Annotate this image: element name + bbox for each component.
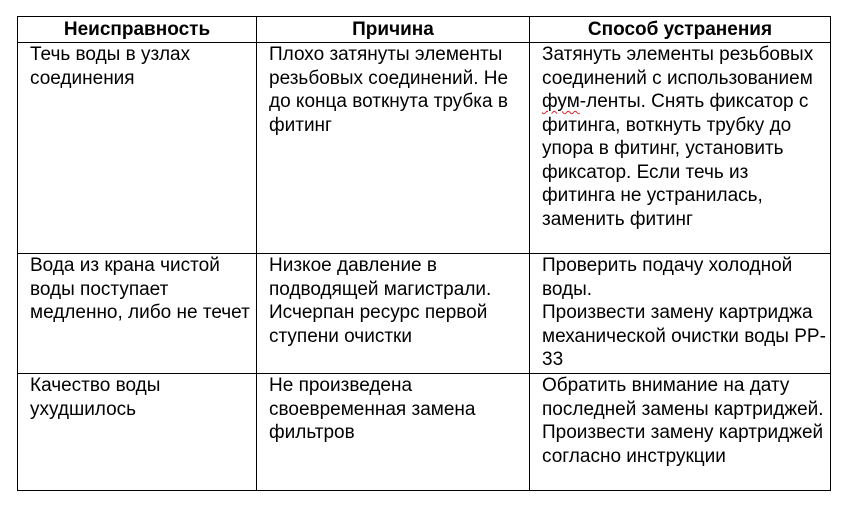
fault-text: Качество воды ухудшилось <box>30 375 161 420</box>
header-fix: Способ устранения <box>530 17 831 43</box>
cell-fault <box>18 254 257 374</box>
header-cause: Причина <box>257 17 530 43</box>
cell-cause <box>257 374 530 491</box>
fix-text-line-2: Произвести замену картриджа механической очистки воды PP-33 <box>542 302 826 370</box>
cause-text: Низкое давление в подводящей магистрали. Исчерпан ресурс первой ступени очистки <box>269 255 492 347</box>
fix-text-start: Затянуть элементы резьбовых соединений с использованием <box>542 44 814 89</box>
cause-text: Плохо затянуты элементы резьбовых соединений. Не до конца воткнута трубка в фитинг <box>269 44 509 136</box>
spellcheck-marked-word[interactable]: фум <box>542 91 580 112</box>
table-row <box>18 43 831 254</box>
cell-fix <box>530 374 831 491</box>
table-row <box>18 254 831 374</box>
cause-text: Не произведена своевременная замена фильтров <box>269 375 476 443</box>
header-fault: Неисправность <box>18 17 257 43</box>
table-row <box>18 374 831 491</box>
cell-fault <box>18 374 257 491</box>
troubleshooting-table <box>17 16 831 491</box>
fault-text: Вода из крана чистой воды поступает медленно, либо не течет <box>30 255 250 323</box>
cell-cause <box>257 254 530 374</box>
table-header-row <box>18 17 831 43</box>
fix-text-line-1: Проверить подачу холодной воды. <box>542 255 793 300</box>
cell-cause <box>257 43 530 254</box>
fix-text-end: -ленты. Снять фиксатор с фитинга, воткнуть трубку до упора в фитинг, установить фиксатор. Если течь из фитинга не устранилась, заменить фитинг <box>542 91 809 230</box>
cell-fix <box>530 254 831 374</box>
cell-fix <box>530 43 831 254</box>
fix-text <box>542 43 826 231</box>
fault-text: Течь воды в узлах соединения <box>30 44 191 89</box>
cell-fault <box>18 43 257 254</box>
fix-text: Обратить внимание на дату последней замены картриджей. Произвести замену картриджей согласно инструкции <box>542 375 824 467</box>
